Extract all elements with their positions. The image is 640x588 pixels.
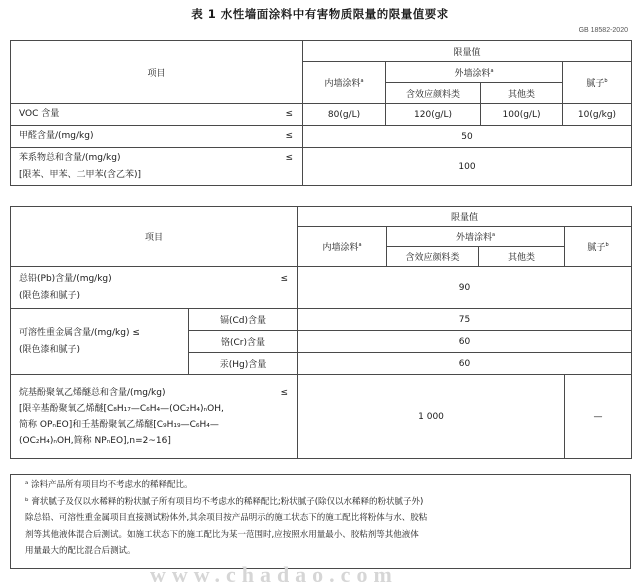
voc-pigment: 120(g/L) — [386, 104, 481, 126]
header-putty: 腻子$^b$ — [563, 62, 632, 104]
header-putty-2: 腻子$^b$ — [565, 227, 632, 267]
header-limit-2: 限量值 — [298, 207, 632, 227]
footnote-b-line4: 用量最大的配比混合后测试。 — [25, 546, 136, 556]
header-item-2: 项目 — [11, 207, 298, 267]
ape-label: 烷基酚聚氧乙烯醚总和含量/(mg/kg) ≤ [限辛基酚聚氧乙烯醚[C₈H₁₇—C₆H₄—(OC₂H₄)ₙOH, 简称 OPₙEO]和壬基酚聚氧乙烯醚[C₉H₁₉—C₆H₄— (OC₂H₄)ₙOH,简称 NPₙEO],n=2~16] — [11, 375, 298, 459]
cadmium-value: 75 — [298, 309, 632, 331]
row-benzene — [11, 148, 632, 186]
footnote-b-line1: ᵇ 膏状腻子及仅以水稀释的粉状腻子所有项目均不考虑水的稀释配比;粉状腻子(除仅以水稀释的粉状腻子外) — [25, 496, 424, 507]
row-voc — [11, 104, 632, 126]
formaldehyde-value: 50 — [303, 126, 632, 148]
mercury-value: 60 — [298, 353, 632, 375]
footnote-a: ᵃ 涂料产品所有项目均不考虑水的稀释配比。 — [25, 480, 193, 490]
footnote-b-line3: 剂等其他液体混合后测试。如施工状态下的施工配比为某一范围时,应按照水用量最小、胶粘剂等其他液体 — [25, 529, 419, 540]
voc-label: VOC 含量 ≤ — [11, 104, 303, 126]
formaldehyde-label: 甲醛含量/(mg/kg) ≤ — [11, 126, 303, 148]
voc-other: 100(g/L) — [481, 104, 563, 126]
standard-number: GB 18582-2020 — [578, 27, 628, 34]
lead-value: 90 — [298, 267, 632, 309]
footnotes — [10, 474, 631, 569]
cadmium-label: 镉(Cd)含量 — [189, 309, 298, 331]
ape-putty: — — [565, 375, 632, 459]
row-formaldehyde — [11, 126, 632, 148]
benzene-label: 苯系物总和含量/(mg/kg) ≤ [限苯、甲苯、二甲苯(含乙苯)] — [11, 148, 303, 186]
row-lead — [11, 267, 632, 309]
ape-value: 1 000 — [298, 375, 565, 459]
chromium-label: 铬(Cr)含量 — [189, 331, 298, 353]
header-exterior-2: 外墙涂料$^a$ — [387, 227, 565, 247]
limits-table-1 — [10, 40, 632, 186]
watermark: www.chadao.com — [150, 562, 398, 587]
heavy-metal-label: 可溶性重金属含量/(mg/kg) ≤ (限色漆和腻子) — [11, 309, 189, 375]
lead-label: 总铅(Pb)含量/(mg/kg) ≤ (限色漆和腻子) — [11, 267, 298, 309]
row-cadmium — [11, 309, 632, 331]
header-interior-2: 内墙涂料$^a$ — [298, 227, 387, 267]
row-ape — [11, 375, 632, 459]
voc-putty: 10(g/kg) — [563, 104, 632, 126]
header-interior: 内墙涂料$^a$ — [303, 62, 386, 104]
benzene-value: 100 — [303, 148, 632, 186]
header-pigment: 含效应颜料类 — [386, 83, 481, 104]
table-title: 表 1 水性墙面涂料中有害物质限量的限量值要求 — [191, 7, 449, 21]
header-limit: 限量值 — [303, 41, 632, 62]
mercury-label: 汞(Hg)含量 — [189, 353, 298, 375]
footnote-b-line2: 除总铅、可溶性重金属项目直接测试粉体外,其余项目按产品明示的施工状态下的施工配比将粉体与水、胶粘 — [25, 513, 428, 523]
limits-table-2 — [10, 206, 632, 459]
header-pigment-2: 含效应颜料类 — [387, 247, 479, 267]
chromium-value: 60 — [298, 331, 632, 353]
header-exterior: 外墙涂料$^a$ — [386, 62, 563, 83]
header-other-2: 其他类 — [479, 247, 565, 267]
voc-interior: 80(g/L) — [303, 104, 386, 126]
header-other: 其他类 — [481, 83, 563, 104]
header-item: 项目 — [11, 41, 303, 104]
